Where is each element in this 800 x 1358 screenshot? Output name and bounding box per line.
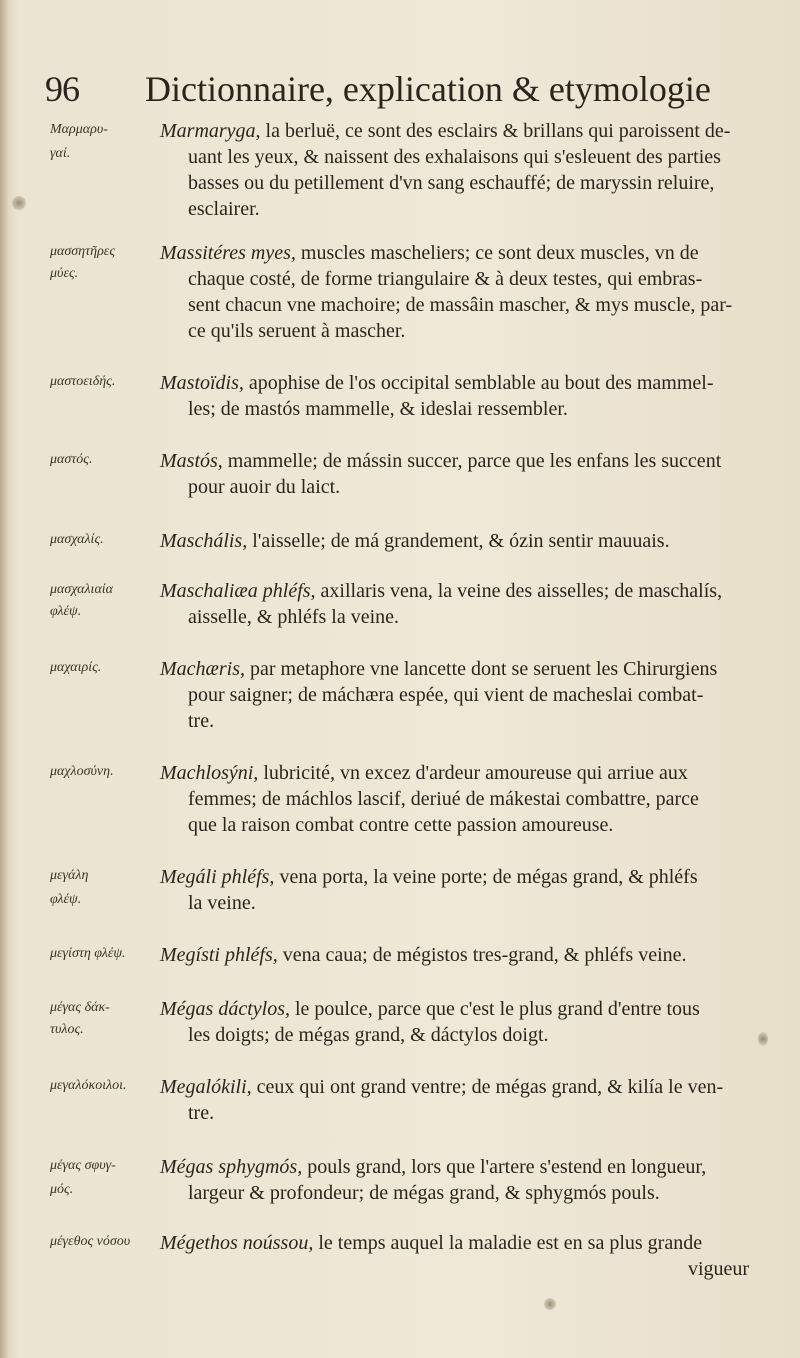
catchword <box>688 1256 749 1282</box>
entry-line <box>188 890 256 916</box>
definition-text: les; de mastós mammelle, & ideslai ressembler. <box>188 398 568 420</box>
entry-line <box>188 144 721 170</box>
entry-line <box>188 786 699 812</box>
entry-line <box>160 942 687 968</box>
entry-line <box>188 1100 214 1126</box>
definition-text: chaque costé, de forme triangulaire & à deux testes, qui embras- <box>188 268 703 290</box>
definition-text: esclairer. <box>188 198 260 220</box>
greek-term: μαστοειδής. <box>50 374 116 389</box>
entry-line <box>160 578 722 604</box>
greek-term: μέγας δάκ- <box>50 1000 110 1015</box>
entry-line <box>188 292 732 318</box>
definition-text: les doigts; de mégas grand, & dáctylos doigt. <box>188 1024 549 1046</box>
definition-text: l'aisselle; de má grandement, & ózin sentir mauuais. <box>247 530 670 552</box>
definition-text: ceux qui ont grand ventre; de mégas grand, & kilía le ven- <box>251 1076 724 1098</box>
page-edge <box>0 0 8 1358</box>
definition-text: pour auoir du laict. <box>188 476 341 498</box>
definition-text: sent chacun vne machoire; de massâin mascher, & mys muscle, par- <box>188 294 733 316</box>
definition-text: pouls grand, lors que l'artere s'estend en longueur, <box>302 1156 707 1178</box>
entry-line <box>188 708 214 734</box>
greek-term: μεγαλόκοιλοι. <box>50 1078 127 1093</box>
entry-line <box>188 266 702 292</box>
definition-text: la veine. <box>188 892 256 914</box>
entry-line <box>160 370 714 396</box>
greek-term: μαχαιρίς. <box>50 660 102 675</box>
headword: Machæris, <box>160 658 245 680</box>
headword: Megísti phléfs, <box>160 944 278 966</box>
definition-text: apophise de l'os occipital semblable au bout des mammel- <box>243 372 714 394</box>
entry-line <box>188 170 714 196</box>
entry-line <box>188 812 613 838</box>
entry-line <box>160 240 699 266</box>
ink-stain <box>544 1298 556 1310</box>
greek-term-continuation: μύες. <box>50 266 79 281</box>
headword: Machlosýni, <box>160 762 259 784</box>
entry-line <box>188 604 399 630</box>
greek-term: μεγάλη <box>50 868 89 883</box>
definition-text: basses ou du petillement d'vn sang eschauffé; de maryssin reluire, <box>188 172 715 194</box>
greek-term: μαχλοσύνη. <box>50 764 114 779</box>
entry-line <box>188 196 260 222</box>
ink-stain <box>12 196 26 210</box>
greek-term-continuation: φλέψ. <box>50 892 82 907</box>
entry-line <box>188 396 568 422</box>
greek-term: μέγεθος νόσου <box>50 1234 131 1249</box>
definition-text: femmes; de máchlos lascif, deriué de mákestai combattre, parce <box>188 788 699 810</box>
definition-text: tre. <box>188 1102 215 1124</box>
headword: Massitéres myes, <box>160 242 296 264</box>
definition-text: pour saigner; de máchæra espée, qui vient de macheslai combat- <box>188 684 704 706</box>
headword: Marmaryga, <box>160 120 261 142</box>
headword: Mastós, <box>160 450 223 472</box>
ink-stain <box>758 1032 768 1046</box>
entry-line <box>160 760 688 786</box>
page-number: 96 <box>45 69 79 109</box>
headword: Mastoïdis, <box>160 372 244 394</box>
entry-line <box>160 1074 723 1100</box>
entry-line <box>160 656 717 682</box>
entry-line <box>160 1230 702 1256</box>
greek-term-continuation: μός. <box>50 1182 74 1197</box>
running-title: Dictionnaire, explication & etymologie <box>145 69 711 109</box>
entry-line <box>188 1180 660 1206</box>
definition-text: vena porta, la veine porte; de mégas grand, & phléfs <box>274 866 698 888</box>
entry-line <box>160 1154 706 1180</box>
greek-term: Μαρμαρυ- <box>50 122 108 137</box>
greek-term: μεγίστη φλέψ. <box>50 946 126 961</box>
entry-line <box>160 996 700 1022</box>
greek-term: μασχαλιαία <box>50 582 114 597</box>
greek-term-continuation: τυλος. <box>50 1022 84 1037</box>
definition-text: la berluë, ce sont des esclairs & brillans qui paroissent de- <box>260 120 731 142</box>
headword: Mégethos noússou, <box>160 1232 314 1254</box>
headword: Mégas dáctylos, <box>160 998 290 1020</box>
entry-line <box>160 118 730 144</box>
definition-text: vena caua; de mégistos tres-grand, & phléfs veine. <box>277 944 687 966</box>
entry-line <box>188 474 340 500</box>
greek-term: μέγας σφυγ- <box>50 1158 116 1173</box>
headword: Maschális, <box>160 530 248 552</box>
definition-text: le poulce, parce que c'est le plus grand d'entre tous <box>289 998 700 1020</box>
greek-term: μαστός. <box>50 452 93 467</box>
entry-line <box>160 864 698 890</box>
greek-term-continuation: φλέψ. <box>50 604 82 619</box>
definition-text: tre. <box>188 710 215 732</box>
entry-line <box>188 1022 549 1048</box>
definition-text: ce qu'ils seruent à mascher. <box>188 320 406 342</box>
definition-text: aisselle, & phléfs la veine. <box>188 606 400 628</box>
headword: Mégas sphygmós, <box>160 1156 303 1178</box>
greek-term-continuation: γαί. <box>50 146 71 161</box>
definition-text: le temps auquel la maladie est en sa plus grande <box>313 1232 703 1254</box>
entry-line <box>160 528 670 554</box>
definition-text: largeur & profondeur; de mégas grand, & sphygmós pouls. <box>188 1182 660 1204</box>
page-header <box>45 68 765 118</box>
greek-term: μασσητῆρες <box>50 244 116 259</box>
definition-text: axillaris vena, la veine des aisselles; de maschalís, <box>315 580 723 602</box>
entry-line <box>188 682 703 708</box>
definition-text: vigueur <box>688 1258 750 1280</box>
definition-text: uant les yeux, & naissent des exhalaisons qui s'esleuent des parties <box>188 146 721 168</box>
entry-line <box>160 448 721 474</box>
definition-text: mammelle; de mássin succer, parce que les enfans les succent <box>222 450 722 472</box>
greek-term: μασχαλίς. <box>50 532 104 547</box>
headword: Megalókili, <box>160 1076 252 1098</box>
definition-text: lubricité, vn excez d'ardeur amoureuse qui arriue aux <box>258 762 688 784</box>
headword: Megáli phléfs, <box>160 866 275 888</box>
headword: Maschaliæa phléfs, <box>160 580 316 602</box>
definition-text: muscles mascheliers; ce sont deux muscles, vn de <box>295 242 699 264</box>
definition-text: par metaphore vne lancette dont se seruent les Chirurgiens <box>245 658 718 680</box>
entry-line <box>188 318 405 344</box>
definition-text: que la raison combat contre cette passion amoureuse. <box>188 814 614 836</box>
